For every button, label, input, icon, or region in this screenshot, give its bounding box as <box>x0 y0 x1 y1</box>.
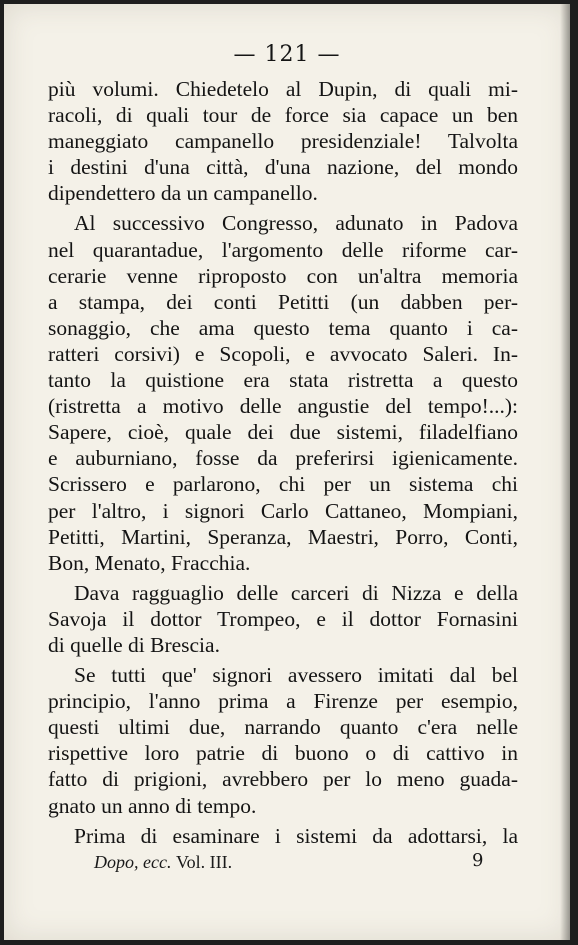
text-line: gnato un anno di tempo. <box>48 793 257 818</box>
text-line: Sapere, cioè, quale dei due sistemi, filadelfiano <box>48 420 518 445</box>
text-line: maneggiato campanello presidenziale! Talvolta <box>48 129 518 154</box>
text-line: Se tutti que' signori avessero imitati dal bel <box>74 663 518 688</box>
text-line: a stampa, dei conti Petitti (un dabben per- <box>48 289 518 314</box>
book-page <box>4 4 570 940</box>
text-line: tanto la quistione era stata ristretta a questo <box>48 368 518 393</box>
text-line: rispettive loro patrie di buono o di cattivo in <box>48 741 518 766</box>
footer-volume: Vol. III. <box>175 852 233 872</box>
text-line: Savoja il dottor Trompeo, e il dottor Fornasini <box>48 606 518 631</box>
text-line: nel quarantadue, l'argomento delle riforme car- <box>48 237 518 262</box>
text-line: Al successivo Congresso, adunato in Padova <box>74 211 518 236</box>
text-line: principio, l'anno prima a Firenze per esempio, <box>48 689 518 714</box>
page-edge-shadow <box>560 4 570 940</box>
text-line: Scrissero e parlarono, chi per un sistema chi <box>48 472 518 497</box>
page-number: — 121 — <box>233 42 341 67</box>
text-line: dipendettero da un campanello. <box>48 181 318 206</box>
text-line: questi ultimi due, narrando quanto c'era nelle <box>48 715 518 740</box>
text-line: per l'altro, i signori Carlo Cattaneo, Mompiani, <box>48 498 518 523</box>
text-line: ratteri corsivi) e Scopoli, e avvocato Saleri. In- <box>48 341 518 366</box>
text-line: Prima di esaminare i sistemi da adottarsi, la <box>74 823 518 848</box>
footer-running-title: Dopo, ecc. Vol. III. <box>94 852 233 872</box>
text-line: Dava ragguaglio delle carceri di Nizza e della <box>74 580 518 605</box>
text-line: più volumi. Chiedetelo al Dupin, di quali mi- <box>48 77 518 101</box>
text-line: e auburniano, fosse da preferirsi igienicamente. <box>48 446 518 471</box>
text-line: cerarie venne riproposto con un'altra memoria <box>48 263 518 288</box>
text-line: Petitti, Martini, Speranza, Maestri, Porro, Conti, <box>48 524 518 549</box>
text-line: fatto di prigioni, avrebbero per lo meno guada- <box>48 767 518 792</box>
text-line: sonaggio, che ama questo tema quanto i ca- <box>48 315 518 340</box>
text-line: di quelle di Brescia. <box>48 632 220 657</box>
text-line: (ristretta a motivo delle angustie del tempo!...): <box>48 394 518 419</box>
text-line: i destini d'una città, d'una nazione, del mondo <box>48 155 518 180</box>
footer-signature-mark: 9 <box>472 850 484 871</box>
text-line: Bon, Menato, Fracchia. <box>48 550 251 575</box>
text-line: racoli, di quali tour de force sia capace un ben <box>48 103 518 128</box>
body-text <box>48 76 518 849</box>
